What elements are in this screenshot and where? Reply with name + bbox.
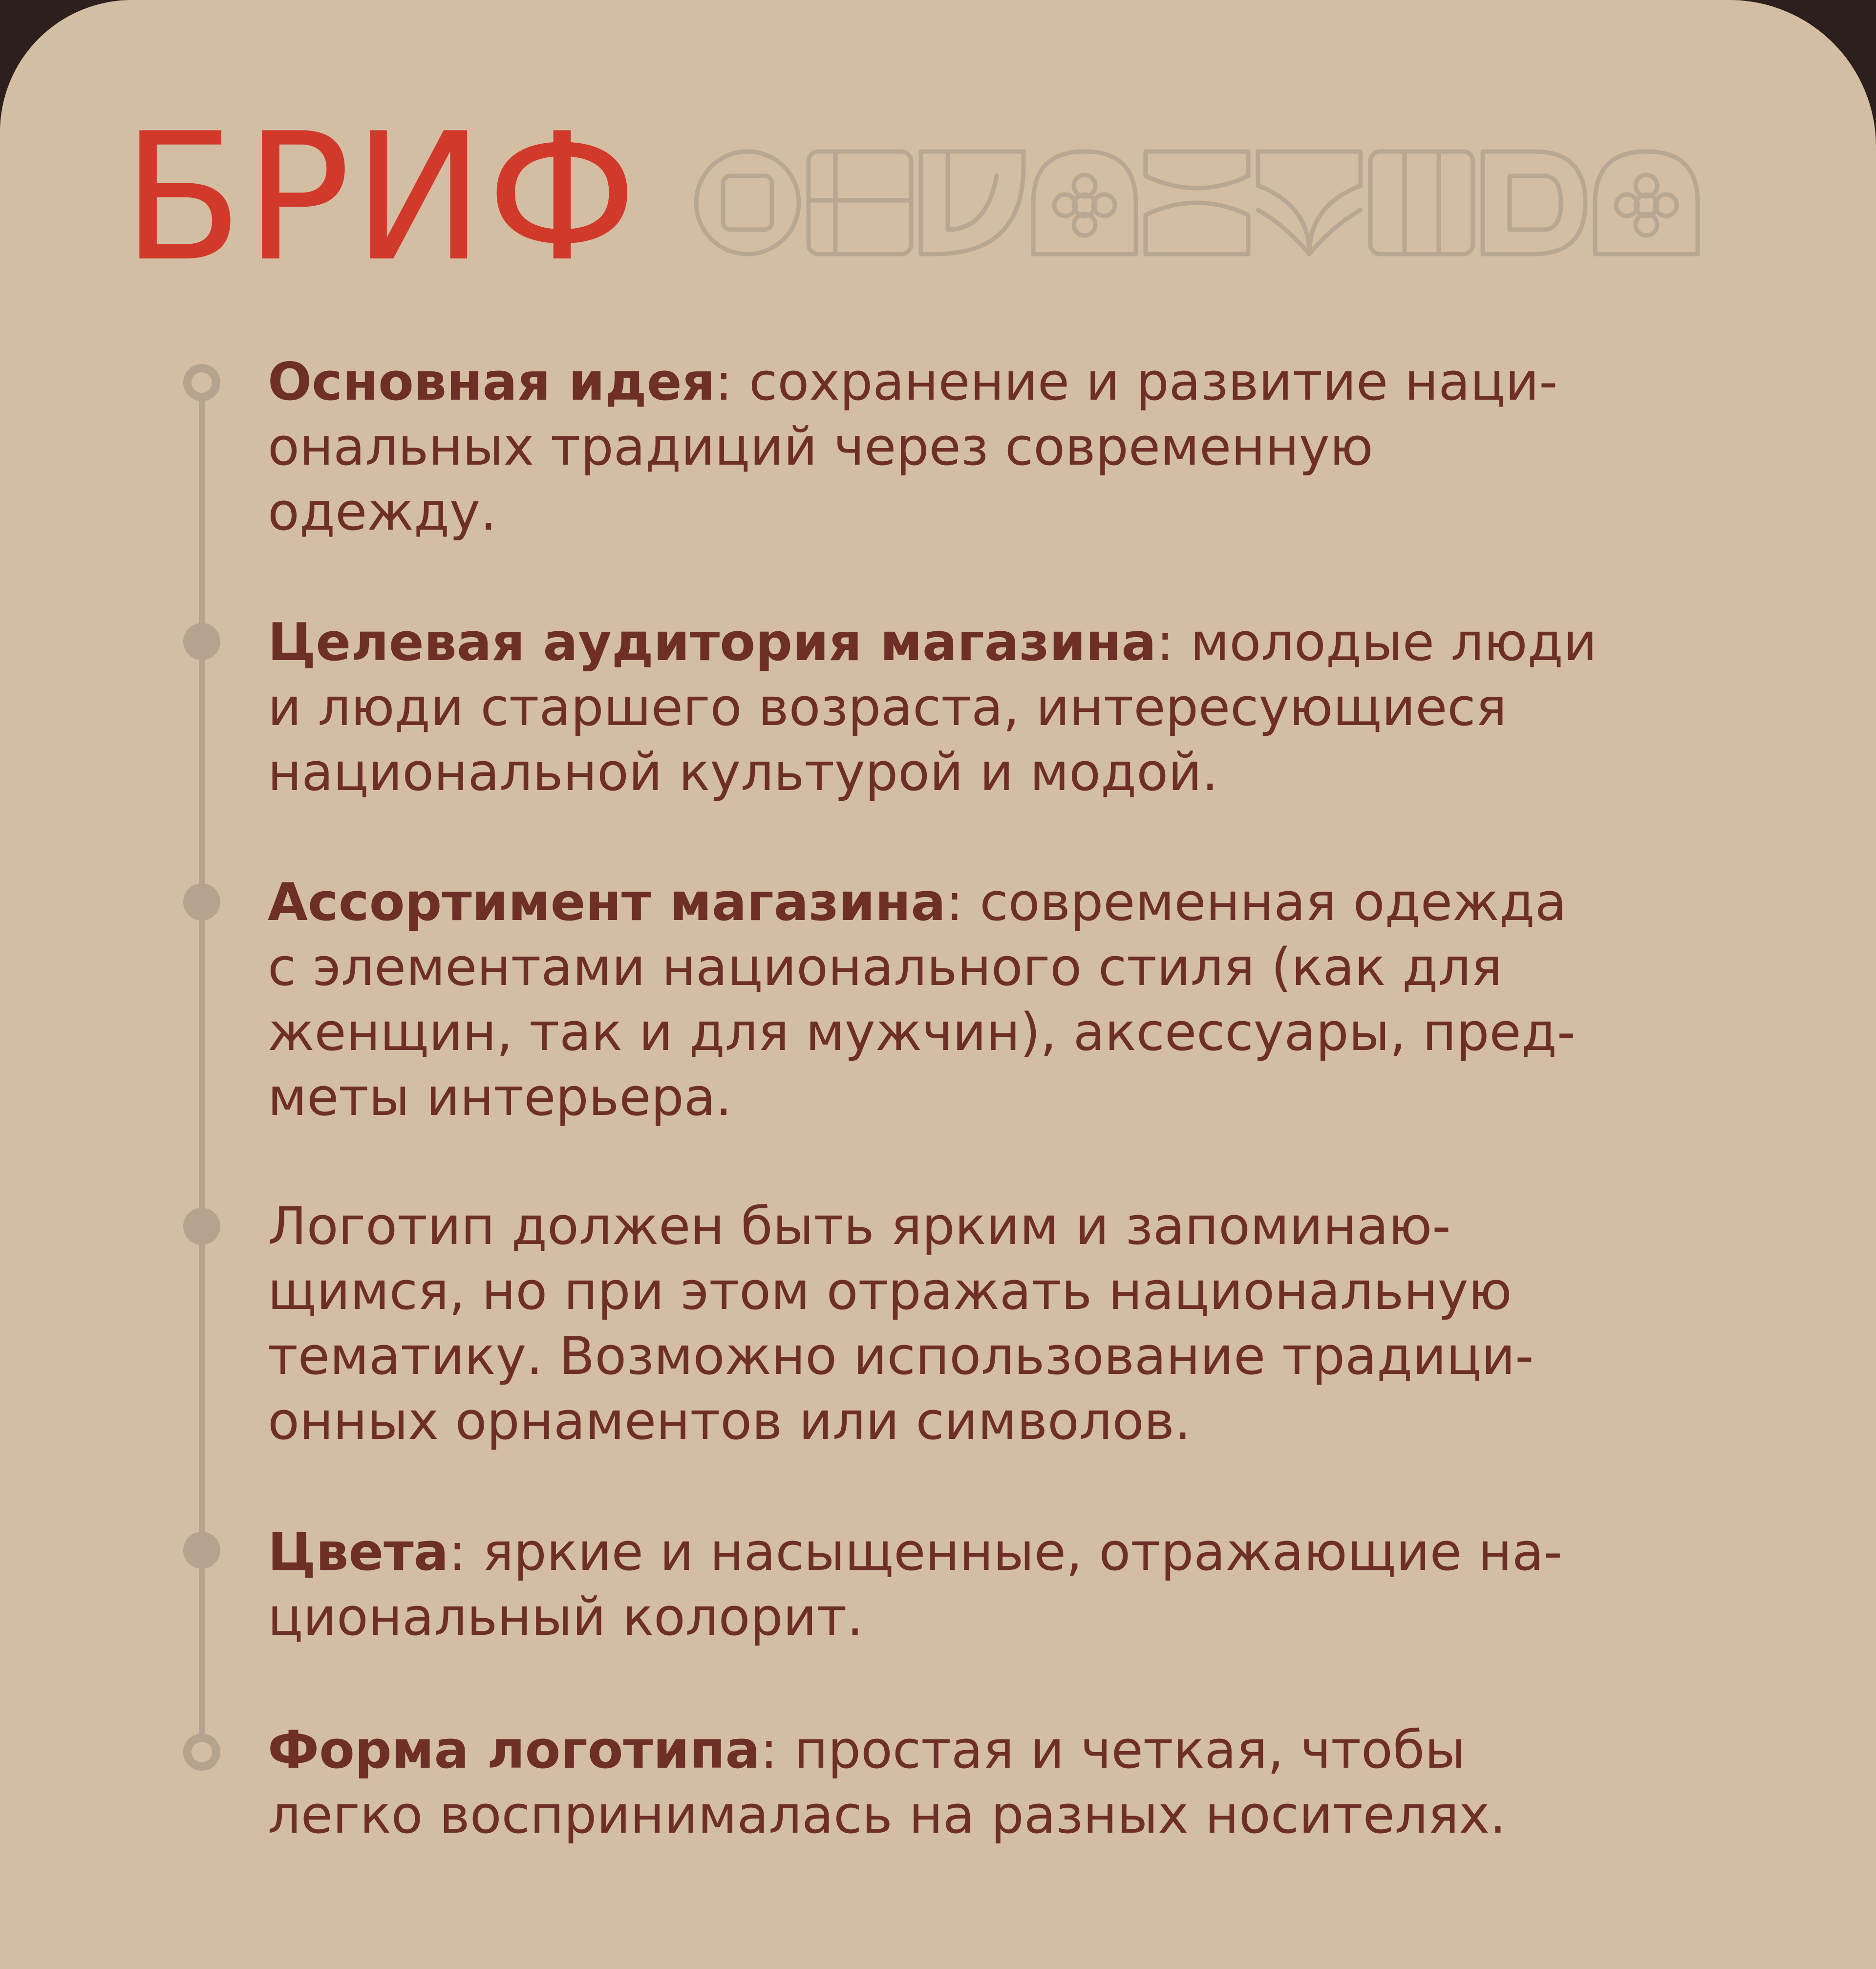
- item-text: с элементами национального стиля (как для: [268, 937, 1502, 997]
- timeline-marker: [183, 883, 220, 920]
- item-text: циональный колорит.: [268, 1587, 864, 1647]
- item-label: Цвета: [268, 1522, 449, 1582]
- item-text: современная одежда: [980, 872, 1567, 932]
- flower-icon: [1054, 175, 1115, 235]
- ornament-pattern-icon: [694, 147, 1749, 259]
- separator: :: [945, 872, 963, 932]
- page-title: БРИФ: [122, 95, 640, 300]
- item-text: яркие и насыщенные, отражающие на-: [482, 1522, 1563, 1582]
- item-text: и люди старшего возраста, интересующиеся: [268, 677, 1507, 737]
- item-text: Логотип должен быть ярким и запоминаю-: [268, 1196, 1451, 1256]
- item-label: Целевая аудитория магазина: [268, 612, 1156, 672]
- item-text: ональных традиций через современную: [268, 417, 1373, 477]
- brief-item-main-idea: [268, 349, 1626, 544]
- separator: :: [448, 1522, 466, 1582]
- timeline-marker: [183, 623, 220, 660]
- item-label: Форма логотипа: [268, 1720, 761, 1780]
- item-text: молодые люди: [1190, 612, 1597, 672]
- brief-item-logo-requirements: [268, 1194, 1626, 1454]
- item-text: меты интерьера.: [268, 1067, 732, 1127]
- item-text: щимся, но при этом отражать национальную: [268, 1261, 1512, 1321]
- item-text: онных орнаментов или символов.: [268, 1391, 1191, 1451]
- separator: :: [760, 1720, 778, 1780]
- separator: :: [715, 352, 733, 412]
- item-text: простая и четкая, чтобы: [794, 1720, 1466, 1780]
- item-text: легко воспринималась на разных носителях.: [268, 1785, 1506, 1845]
- item-text: сохранение и развитие наци-: [749, 352, 1558, 412]
- item-text: тематику. Возможно использование традици-: [268, 1326, 1534, 1386]
- timeline-marker: [183, 1532, 220, 1569]
- brief-item-target-audience: [268, 610, 1626, 805]
- timeline-marker-hollow: [183, 364, 220, 401]
- item-text: женщин, так и для мужчин), аксессуары, пред-: [268, 1002, 1576, 1062]
- item-text: одежду.: [268, 482, 497, 542]
- item-label: Основная идея: [268, 352, 715, 412]
- brief-item-logo-shape: [268, 1717, 1626, 1847]
- item-label: Ассортимент магазина: [268, 872, 946, 932]
- item-text: национальной культурой и модой.: [268, 742, 1218, 802]
- brief-item-assortment: [268, 870, 1626, 1130]
- separator: :: [1156, 612, 1174, 672]
- timeline-marker: [183, 1208, 220, 1245]
- timeline-marker-hollow: [183, 1734, 220, 1771]
- brief-item-colors: [268, 1520, 1626, 1649]
